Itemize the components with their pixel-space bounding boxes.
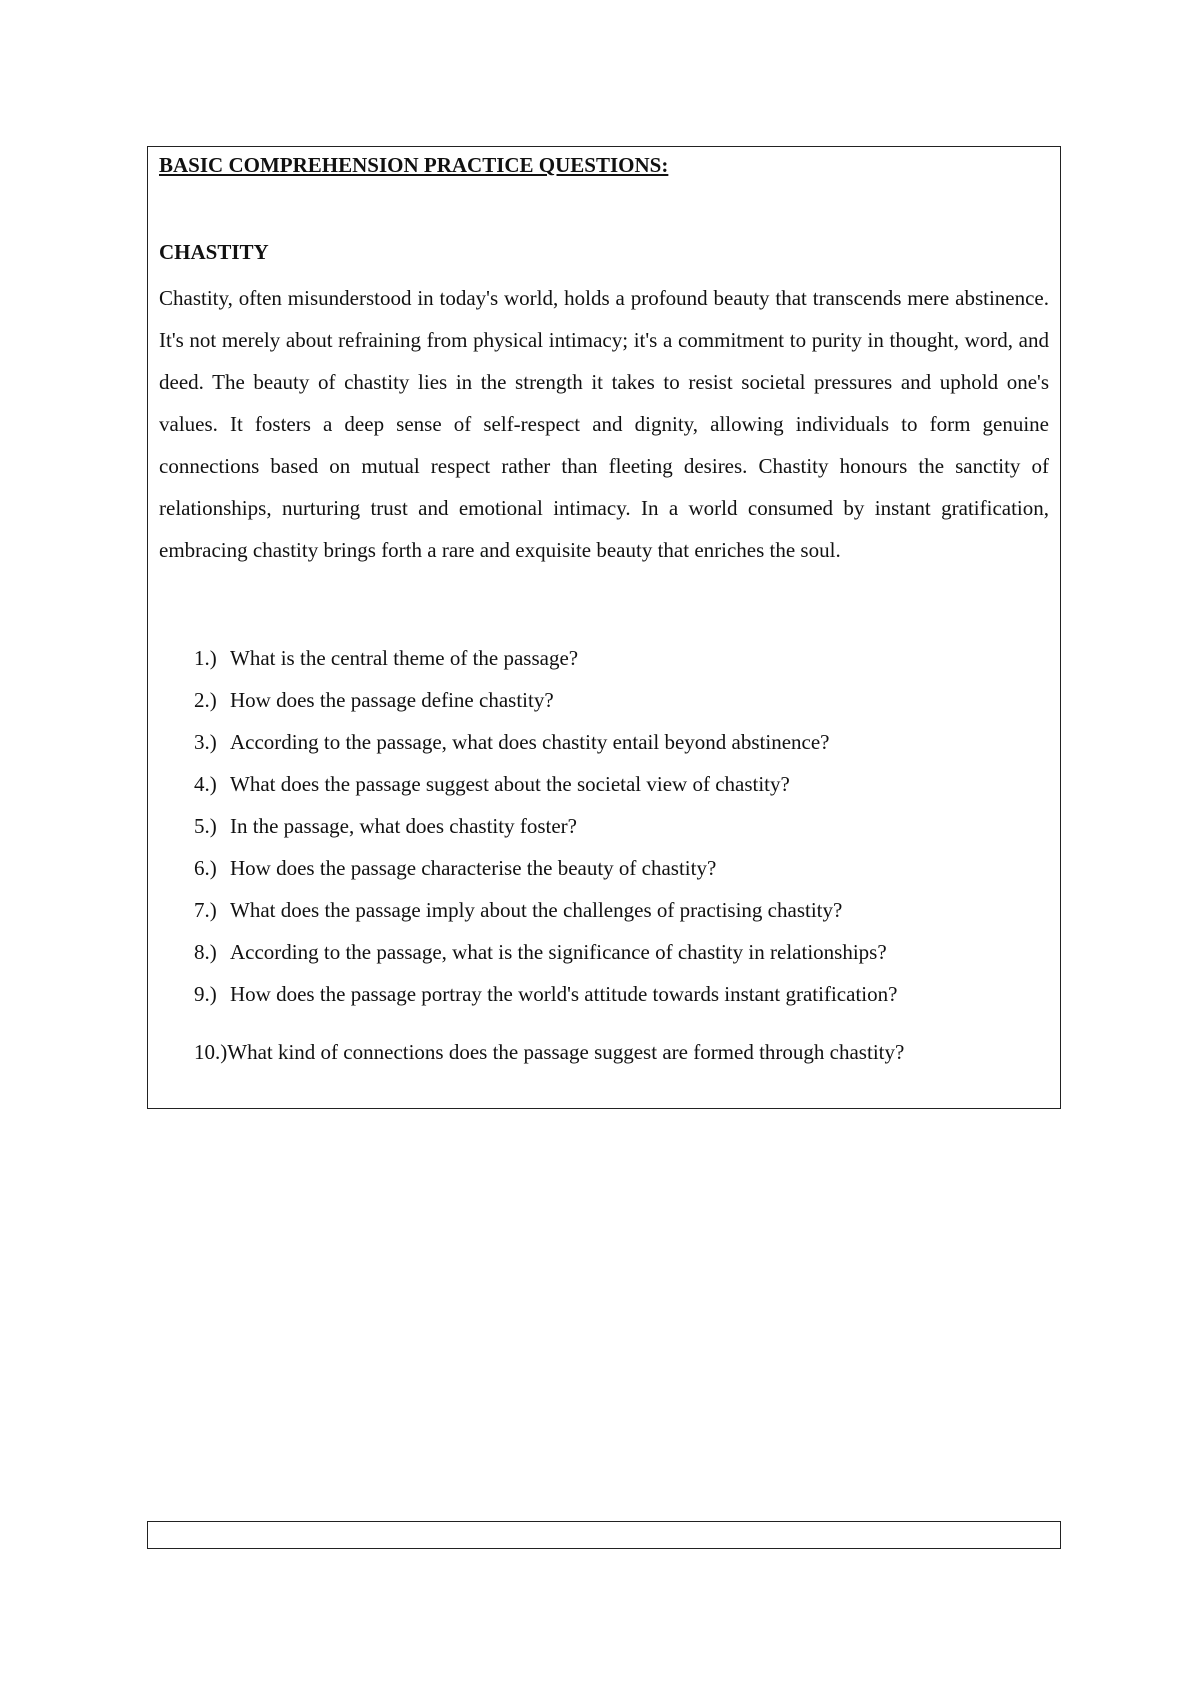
question-number: 8.) [194,940,217,964]
question-number: 7.) [194,898,217,922]
question-text: In the passage, what does chastity foster? [230,814,577,838]
passage-text: Chastity, often misunderstood in today's world, holds a profound beauty that transcends mere abstinence. It's not merely about refraining from physical intimacy; it's a commitment to purity in thought, word, and deed. The beauty of chastity lies in the strength it takes to resist societal pressures and uphold one's values. It fosters a deep sense of self-respect and dignity, allowing individuals to form genuine connections based on mutual respect rather than fleeting desires. Chastity honours the sanctity of relationships, nurturing trust and emotional intimacy. In a world consumed by instant gratification, embracing chastity brings forth a rare and exquisite beauty that enriches the soul. [159,286,1049,562]
question-text: What does the passage imply about the challenges of practising chastity? [230,898,843,922]
question-item [194,931,1044,973]
question-number: 6.) [194,856,217,880]
worksheet-box [147,146,1061,1109]
question-item [194,889,1044,931]
question-number: 1.) [194,646,217,670]
question-number: 9.) [194,982,217,1006]
question-text: How does the passage characterise the beauty of chastity? [230,856,717,880]
question-list [194,637,1044,1073]
question-text: What does the passage suggest about the societal view of chastity? [230,772,790,796]
question-item [194,973,1044,1015]
question-item [194,637,1044,679]
passage-title: CHASTITY [159,240,269,264]
question-number: 2.) [194,688,217,712]
question-item [194,679,1044,721]
question-item [194,763,1044,805]
worksheet-heading: BASIC COMPREHENSION PRACTICE QUESTIONS: [159,153,669,177]
question-text: What is the central theme of the passage? [230,646,579,670]
question-text: How does the passage define chastity? [230,688,554,712]
question-text: According to the passage, what is the significance of chastity in relationships? [230,940,887,964]
question-item [194,847,1044,889]
question-text: What kind of connections does the passage suggest are formed through chastity? [227,1040,905,1064]
footer-box [147,1521,1061,1549]
question-item [194,805,1044,847]
question-item [194,1031,1044,1073]
question-number: 5.) [194,814,217,838]
question-number: 3.) [194,730,217,754]
question-number: 4.) [194,772,217,796]
question-item [194,721,1044,763]
question-text: How does the passage portray the world's attitude towards instant gratification? [230,982,898,1006]
question-number: 10.) [194,1040,228,1064]
question-text: According to the passage, what does chastity entail beyond abstinence? [230,730,830,754]
